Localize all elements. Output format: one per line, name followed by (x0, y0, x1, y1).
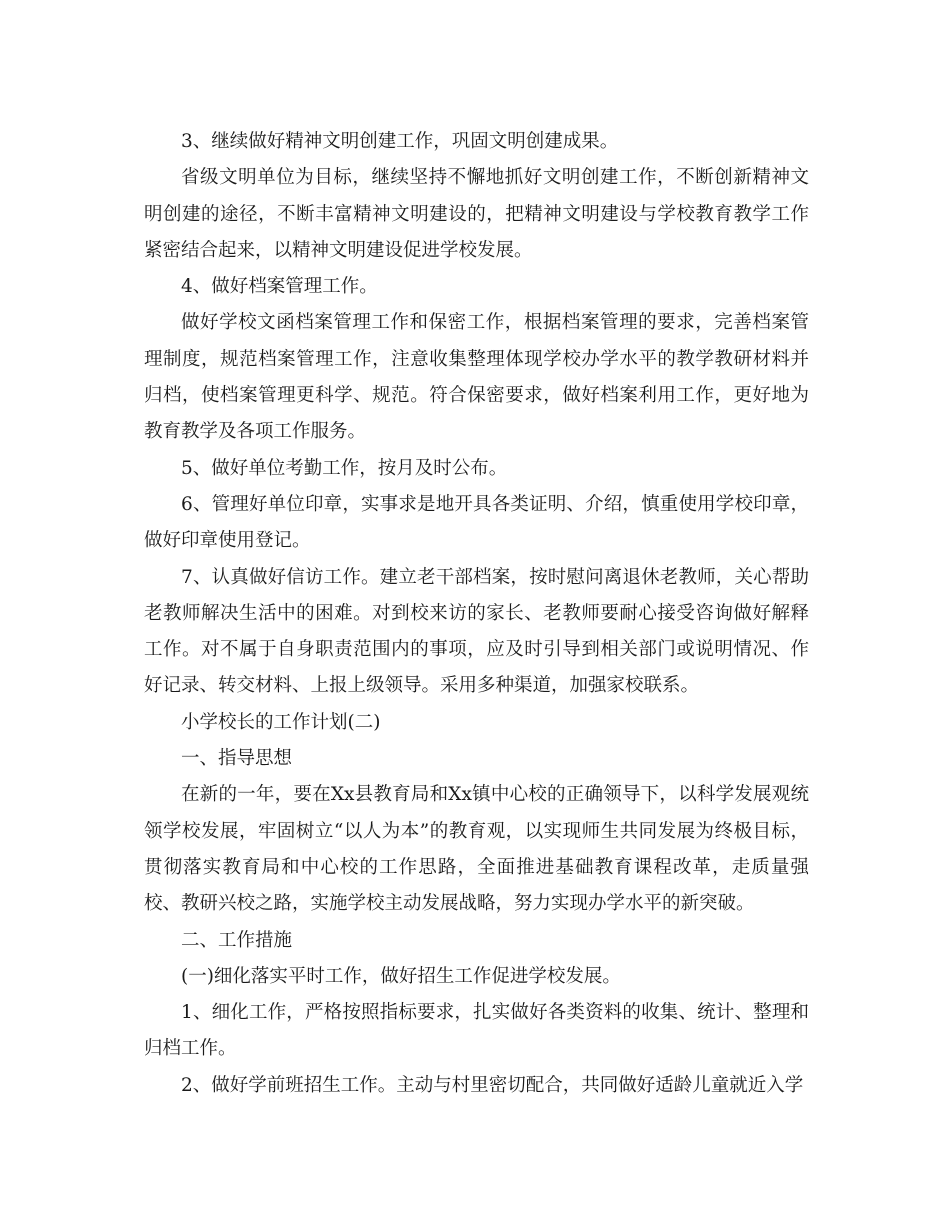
paragraph-guiding-ideology-body: 在新的一年，要在Xx县教育局和Xx镇中心校的正确领导下，以科学发展观统领学校发展，牢固树立“以人为本”的教育观，以实现师生共同发展为终极目标，贯彻落实教育局和中心校的工作思路，全面推进基础教育课程改革，走质量强校、教研兴校之路，实施学校主动发展战略，努力实现办学水平的新突破。 (144, 784, 809, 915)
paragraph-item-3-title: 3、继续做好精神文明创建工作，巩固文明创建成果。 (181, 131, 619, 152)
subheading-daily-work: (一)细化落实平时工作，做好招生工作促进学校发展。 (181, 965, 621, 987)
paragraph-item-6: 6、管理好单位印章，实事求是地开具各类证明、介绍，慎重使用学校印章，做好印章使用登记。 (144, 493, 809, 552)
paragraph-measure-1: 1、细化工作，严格按照指标要求，扎实做好各类资料的收集、统计、整理和归档工作。 (144, 1002, 809, 1060)
heading-work-measures: 二、工作措施 (181, 929, 293, 951)
paragraph-item-4-title: 4、做好档案管理工作。 (181, 276, 378, 298)
paragraph-item-7: 7、认真做好信访工作。建立老干部档案，按时慰问离退休老教师，关心帮助老教师解决生活中的困难。对到校来访的家长、老教师要耐心接受咨询做好解释工作。对不属于自身职责范围内的事项，应及时引导到相关部门或说明情况、作好记录、转交材料、上报上级领导。采用多种渠道，加强家校联系。 (144, 566, 809, 697)
paragraph-item-5: 5、做好单位考勤工作，按月及时公布。 (181, 457, 508, 479)
paragraph-archives-body: 做好学校文函档案管理工作和保密工作，根据档案管理的要求，完善档案管理制度，规范档案管理工作，注意收集整理体现学校办学水平的教学教研材料并归档，使档案管理更科学、规范。符合保密要求，做好档案利用工作，更好地为教育教学及各项工作服务。 (144, 312, 809, 443)
paragraph-civilization-body: 省级文明单位为目标，继续坚持不懈地抓好文明创建工作，不断创新精神文明创建的途径，不断丰富精神文明建设的，把精神文明建设与学校教育教学工作紧密结合起来，以精神文明建设促进学校发展。 (144, 167, 809, 261)
document-body (144, 124, 809, 1104)
section-title-plan-two: 小学校长的工作计划(二) (181, 711, 381, 733)
paragraph-measure-2: 2、做好学前班招生工作。主动与村里密切配合，共同做好适龄儿童就近入学 (181, 1074, 804, 1096)
heading-guiding-ideology: 一、指导思想 (181, 748, 293, 770)
